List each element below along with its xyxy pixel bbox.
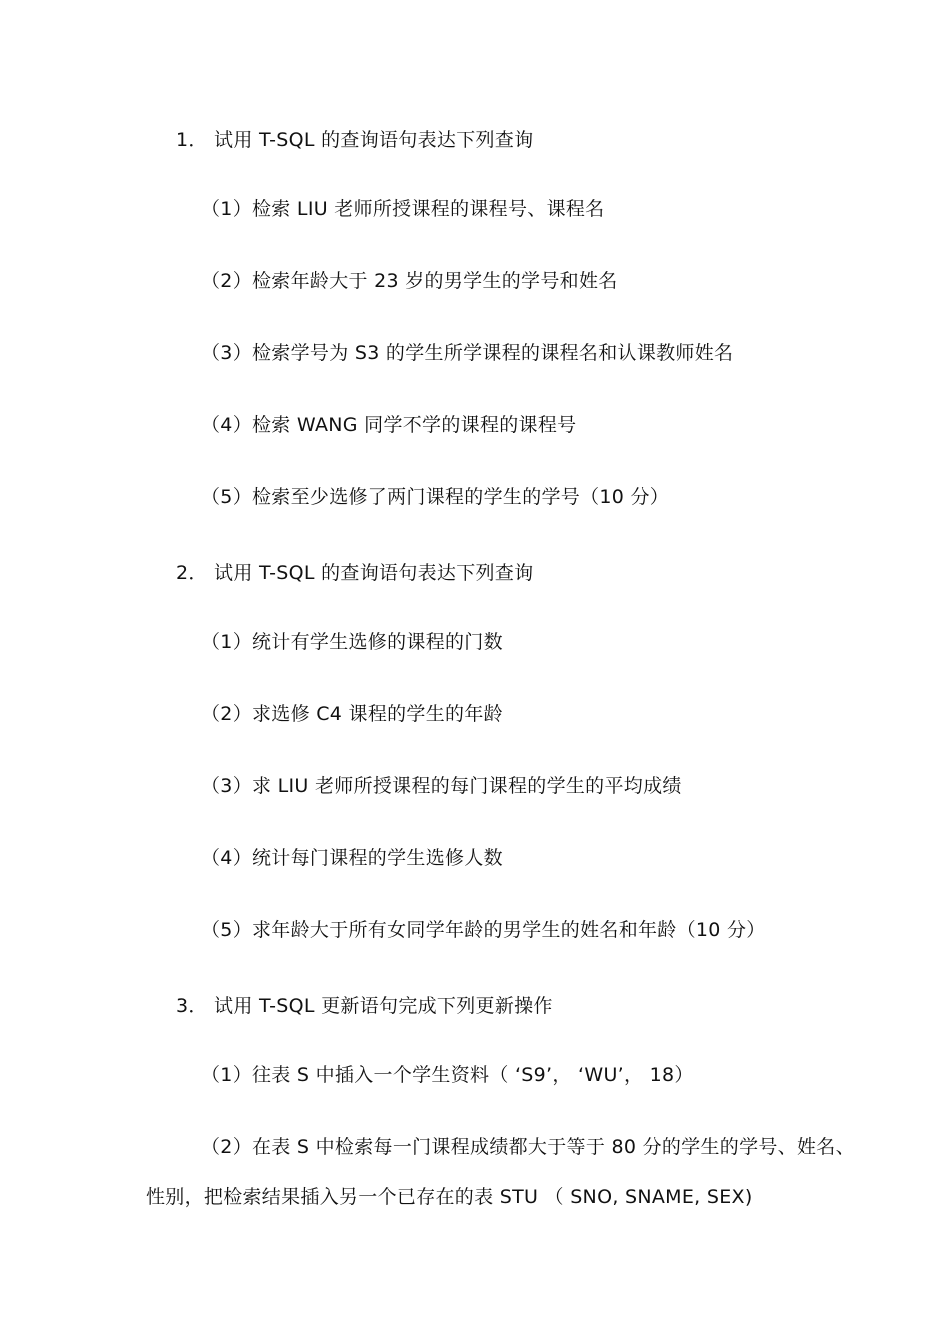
section-1-item-5: （5）检索至少选修了两门课程的学生的学号（10 分） bbox=[201, 486, 670, 508]
section-3-item-1: （1）往表 S 中插入一个学生资料（ ‘S9’， ‘WU’， 18） bbox=[201, 1064, 694, 1086]
section-1-item-4: （4）检索 WANG 同学不学的课程的课程号 bbox=[201, 414, 577, 436]
section-1-item-2: （2）检索年龄大于 23 岁的男学生的学号和姓名 bbox=[201, 270, 618, 292]
section-2-item-2: （2）求选修 C4 课程的学生的年龄 bbox=[201, 703, 503, 725]
section-3-heading: 3． 试用 T-SQL 更新语句完成下列更新操作 bbox=[176, 995, 553, 1017]
section-2-item-5: （5）求年龄大于所有女同学年龄的男学生的姓名和年龄（10 分） bbox=[201, 919, 766, 941]
section-3-item-2-line-2: 性别，把检索结果插入另一个已存在的表 STU （ SNO, SNAME, SEX) bbox=[146, 1186, 753, 1208]
section-1-item-1: （1）检索 LIU 老师所授课程的课程号、课程名 bbox=[201, 198, 605, 220]
section-3-item-2-line-1: （2）在表 S 中检索每一门课程成绩都大于等于 80 分的学生的学号、姓名、 bbox=[201, 1136, 855, 1158]
section-1-heading: 1． 试用 T-SQL 的查询语句表达下列查询 bbox=[176, 129, 534, 151]
section-2-item-3: （3）求 LIU 老师所授课程的每门课程的学生的平均成绩 bbox=[201, 775, 682, 797]
section-2-heading: 2． 试用 T-SQL 的查询语句表达下列查询 bbox=[176, 562, 534, 584]
section-1-item-3: （3）检索学号为 S3 的学生所学课程的课程名和认课教师姓名 bbox=[201, 342, 734, 364]
section-2-item-1: （1）统计有学生选修的课程的门数 bbox=[201, 631, 503, 653]
section-2-item-4: （4）统计每门课程的学生选修人数 bbox=[201, 847, 503, 869]
